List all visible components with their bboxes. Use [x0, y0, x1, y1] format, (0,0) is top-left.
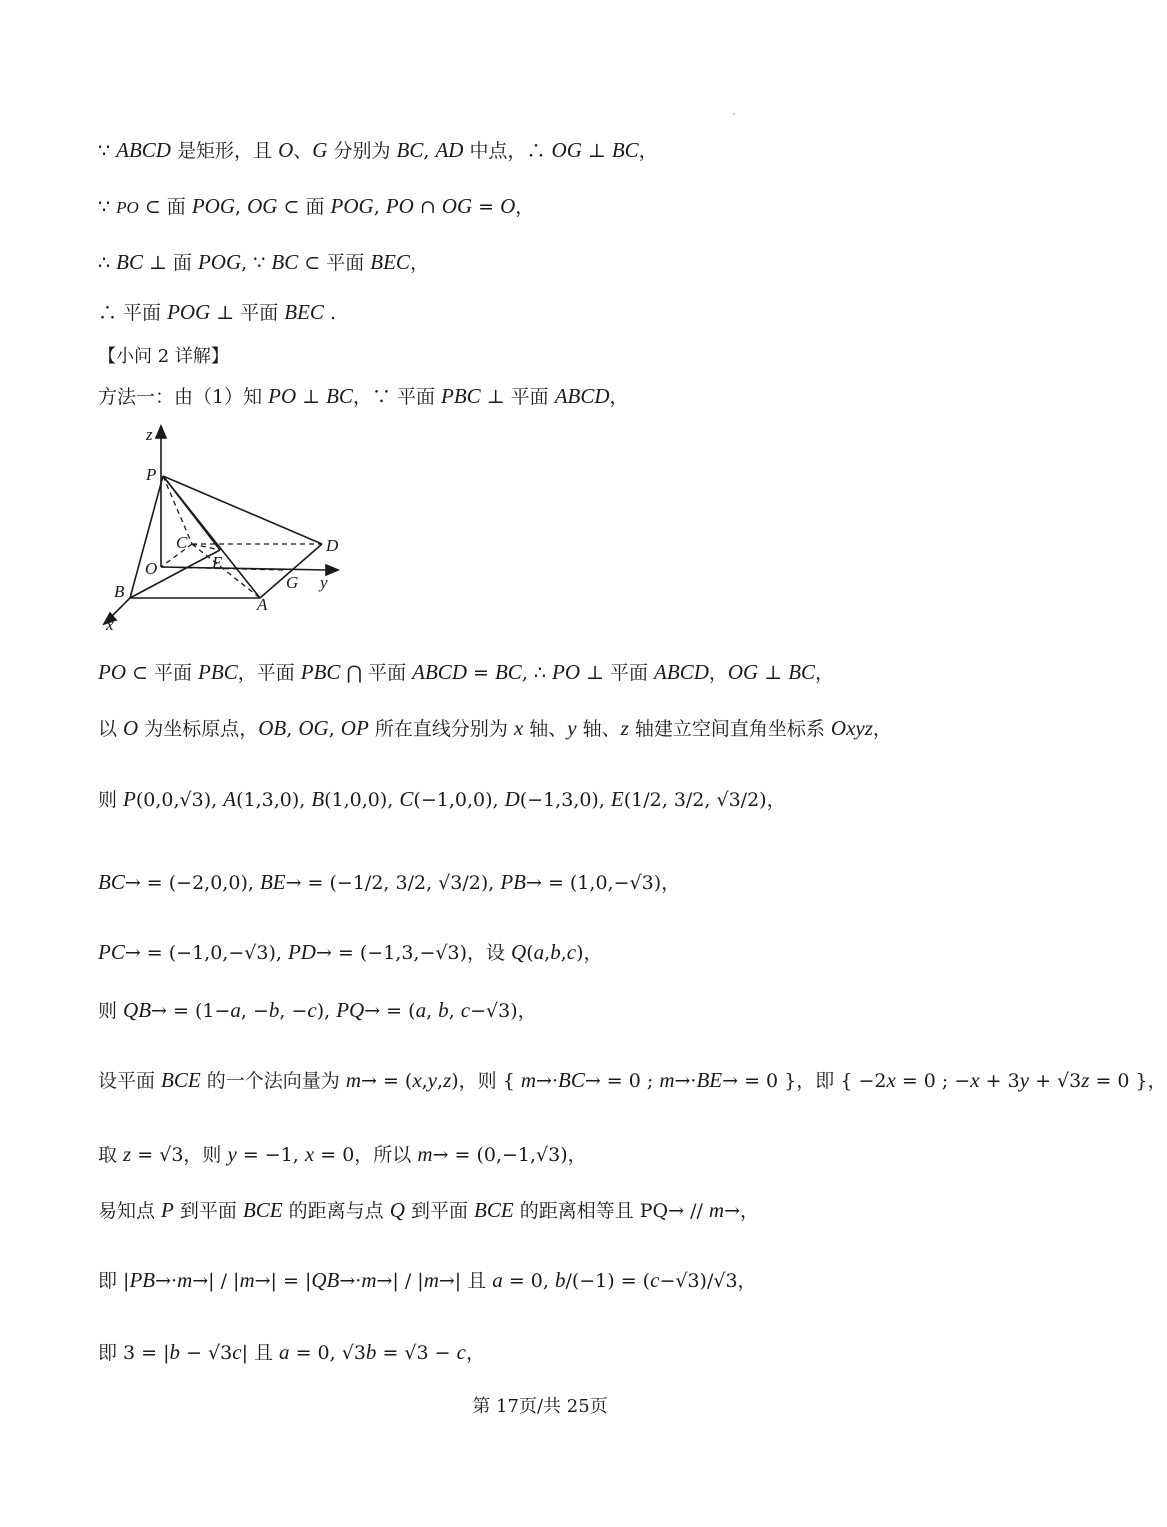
proof-line-3: ∴ BC ⊥ 面 POG, ∵ BC ⊂ 平面 BEC， — [98, 250, 429, 274]
proof-line-vectors-2: PC→ = (−1,0,−√3), PD→ = (−1,3,−√3)，设 Q(a,b,c)， — [98, 940, 603, 964]
label-B: B — [114, 582, 125, 601]
section-heading: 【小问 2 详解】 — [98, 346, 229, 367]
proof-line-coordinates: 则 P(0,0,√3), A(1,3,0), B(1,0,0), C(−1,0,0), D(−1,3,0), E(1/2, 3/2, √3/2)， — [98, 787, 786, 811]
proof-line-7: PO ⊂ 平面 PBC，平面 PBC ⋂ 平面 ABCD = BC, ∴ PO ⊥ 平面 ABCD，OG ⊥ BC， — [98, 660, 835, 684]
label-P: P — [146, 465, 157, 484]
proof-line-2: ∵ PO ⊂ 面 POG, OG ⊂ 面 POG, PO ∩ OG = O， — [98, 194, 535, 218]
proof-line-vectors-1: BC→ = (−2,0,0), BE→ = (−1/2, 3/2, √3/2), PB→ = (1,0,−√3)， — [98, 870, 681, 894]
proof-line-vectors-3: 则 QB→ = (1−a, −b, −c), PQ→ = (a, b, c−√3)， — [98, 998, 537, 1022]
page-footer: 第 17页/共 25页 — [472, 1396, 608, 1417]
label-x: x — [106, 615, 114, 634]
proof-line-1: ∵ ABCD 是矩形，且 O、G 分别为 BC, AD 中点，∴ OG ⊥ BC， — [98, 138, 658, 162]
proof-line-normal-vector: 设平面 BCE 的一个法向量为 m→ = (x,y,z)，则 { m→·BC→ = 0 ; m→·BE→ = 0 }，即 { −2x = 0 ; −x + 3y + √3z = 0 }， — [98, 1068, 1167, 1092]
label-G: G — [286, 573, 299, 592]
proof-line-distance: 易知点 P 到平面 BCE 的距离与点 Q 到平面 BCE 的距离相等且 PQ→ // m→， — [98, 1198, 760, 1222]
label-y: y — [320, 573, 328, 592]
scan-speck — [733, 113, 735, 115]
proof-line-normal-result: 取 z = √3，则 y = −1, x = 0，所以 m→ = (0,−1,√3)， — [98, 1142, 587, 1166]
proof-line-final: 即 3 = |b − √3c| 且 a = 0, √3b = √3 − c， — [98, 1340, 485, 1364]
proof-line-4: ∴ 平面 POG ⊥ 平面 BEC . — [98, 300, 337, 324]
label-O: O — [145, 559, 158, 578]
label-D: D — [326, 536, 339, 555]
label-z: z — [146, 425, 153, 444]
label-A: A — [257, 595, 268, 614]
proof-line-fraction: 即 |PB→·m→| / |m→| = |QB→·m→| / |m→| 且 a = 0, b/(−1) = (c−√3)/√3， — [98, 1268, 757, 1292]
proof-line-8: 以 O 为坐标原点，OB, OG, OP 所在直线分别为 x 轴、y 轴、z 轴建立空间直角坐标系 Oxyz， — [98, 716, 892, 740]
label-C: C — [176, 533, 188, 552]
label-E: E — [212, 553, 223, 572]
proof-line-6: 方法一：由（1）知 PO ⊥ BC，∵ 平面 PBC ⊥ 平面 ABCD， — [98, 384, 629, 408]
pyramid-figure — [100, 422, 362, 634]
